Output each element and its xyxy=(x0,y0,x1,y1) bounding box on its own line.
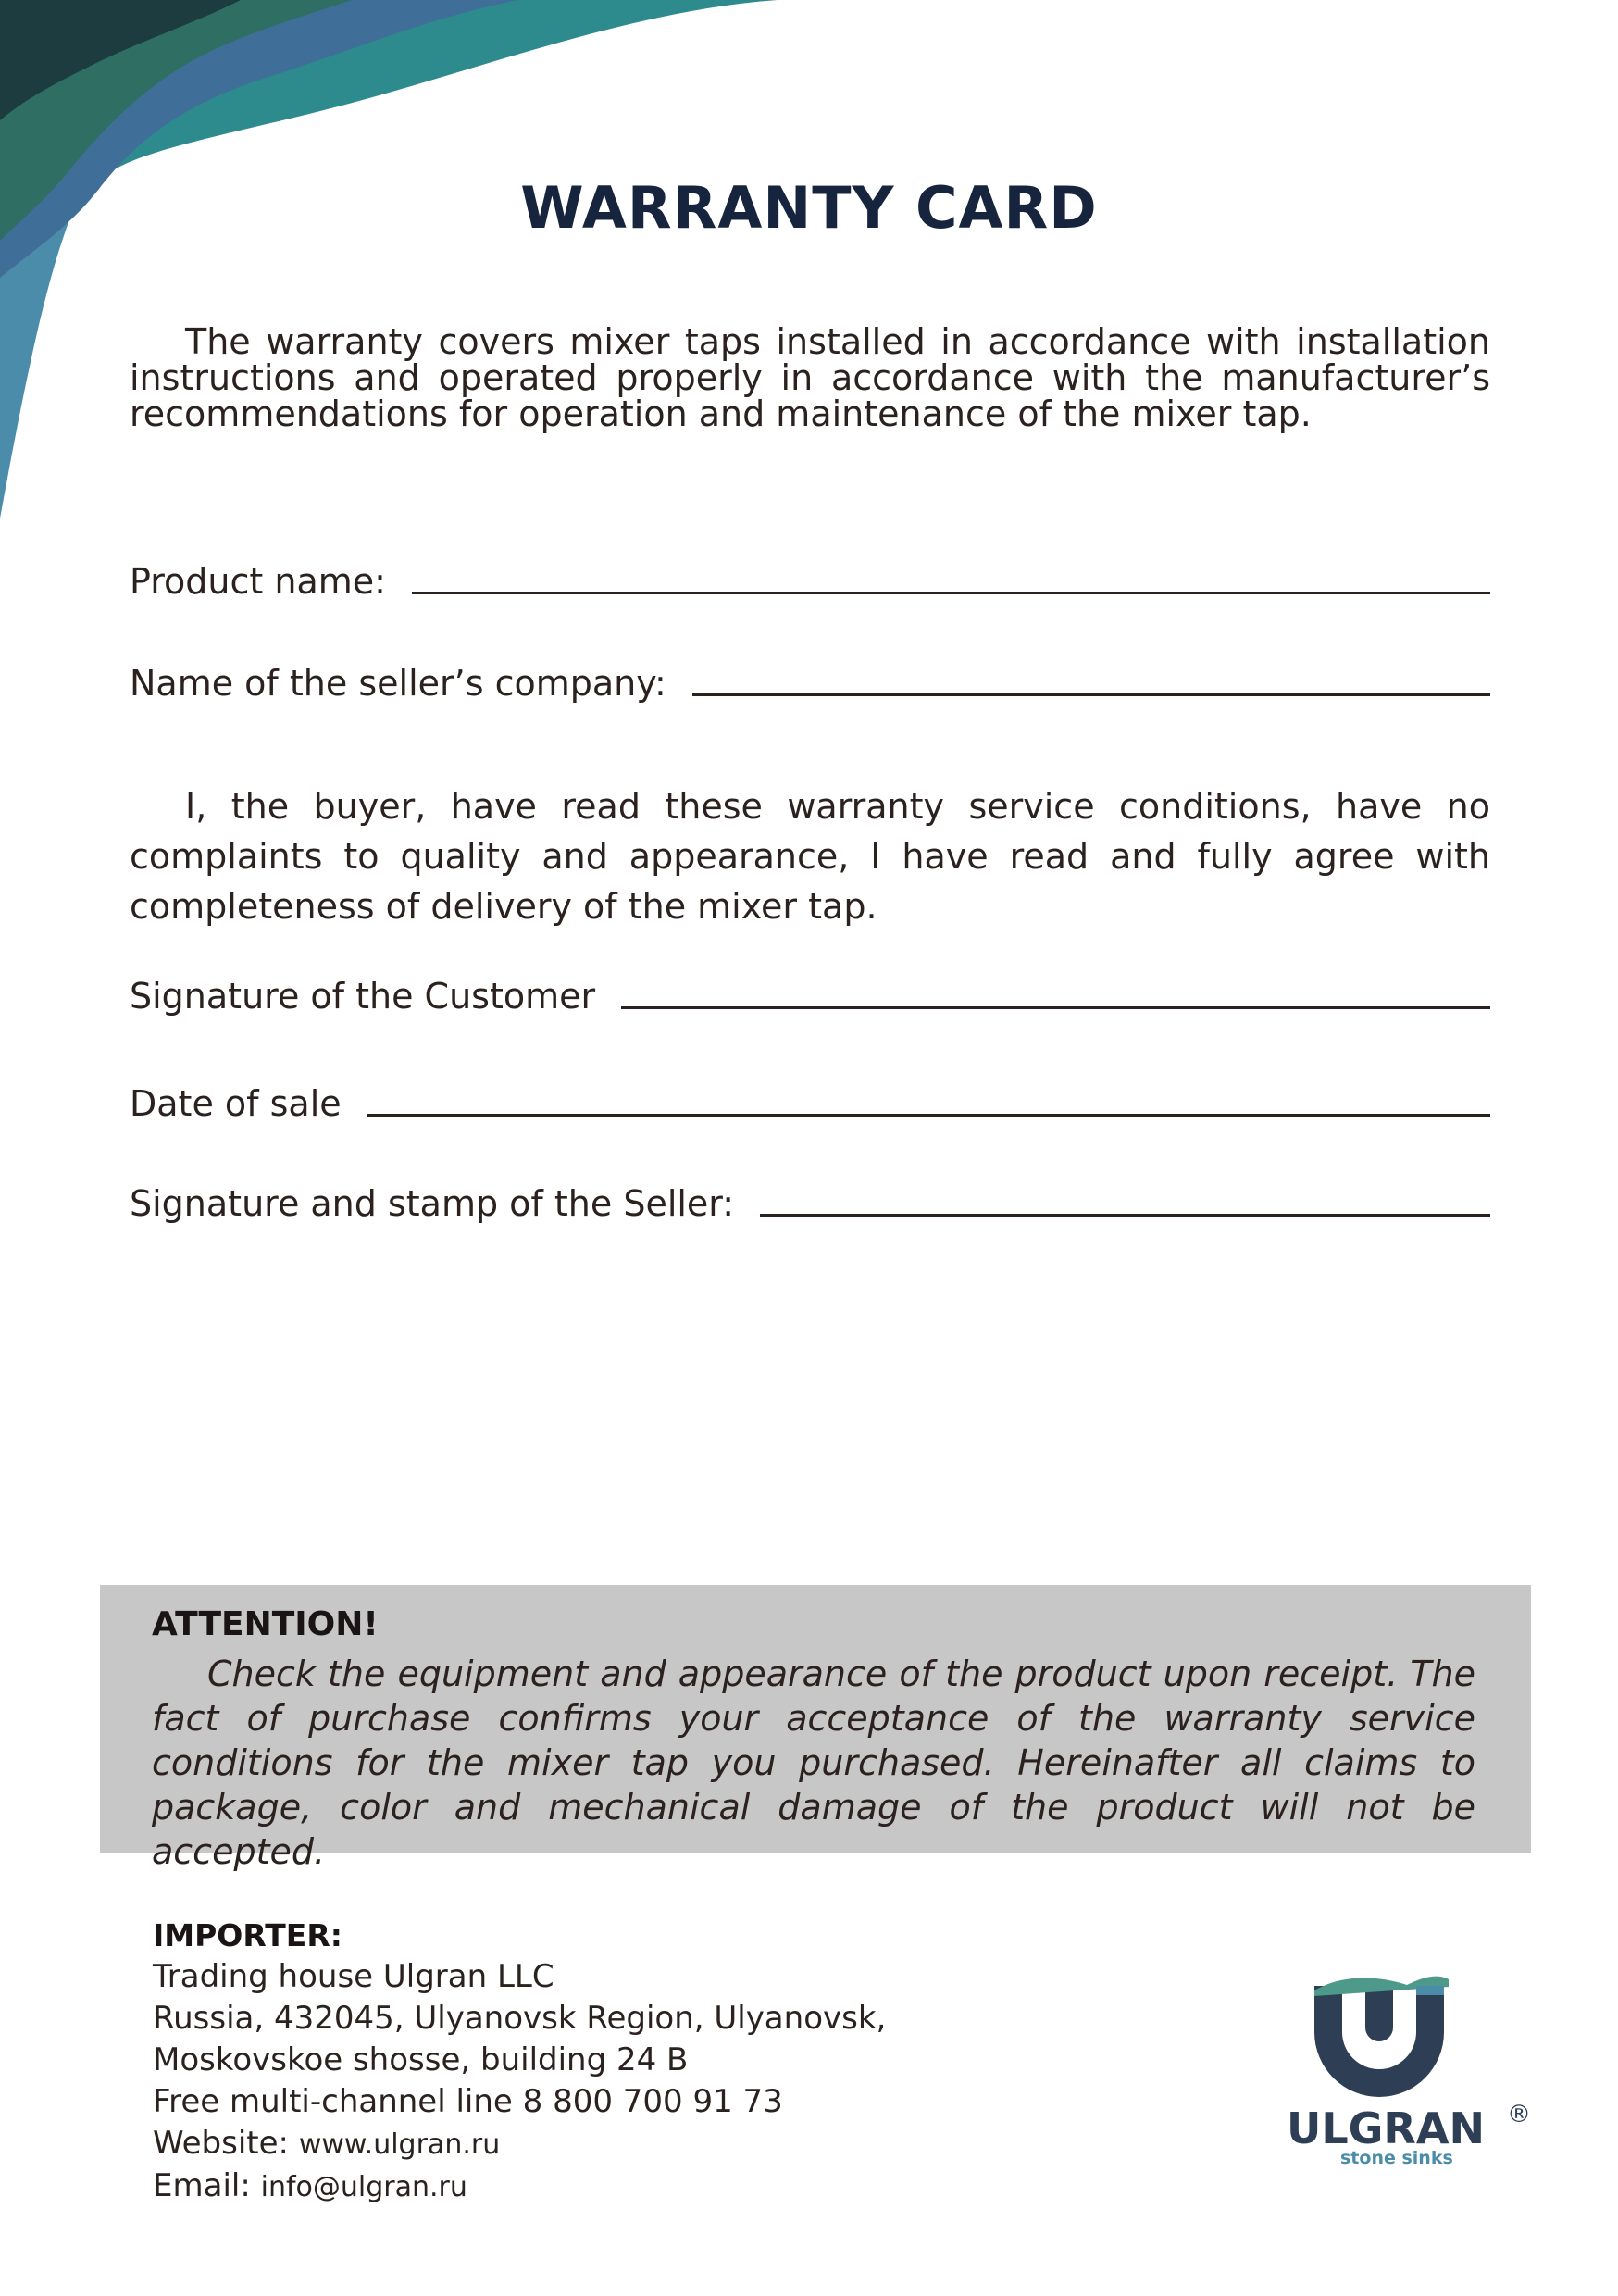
logo-bar xyxy=(1416,1986,1444,1995)
email-label: Email: xyxy=(153,2167,251,2204)
product-name-label: Product name: xyxy=(130,561,386,602)
website-link[interactable]: www.ulgran.ru xyxy=(298,2128,501,2161)
product-name-field xyxy=(130,561,1490,602)
attention-title: ATTENTION! xyxy=(152,1605,379,1643)
seller-signature-field xyxy=(130,1183,1490,1224)
logo-u-inner xyxy=(1365,1986,1393,2041)
seller-signature-line xyxy=(760,1214,1490,1217)
seller-company-label: Name of the seller’s company: xyxy=(130,663,666,704)
importer-title: IMPORTER: xyxy=(153,1917,342,1953)
email-link[interactable]: info@ulgran.ru xyxy=(260,2171,467,2203)
importer-email-row xyxy=(153,2165,886,2208)
website-label: Website: xyxy=(153,2125,289,2162)
date-of-sale-field xyxy=(130,1083,1490,1124)
product-name-line xyxy=(412,592,1490,594)
attention-text: Check the equipment and appearance of the product upon receipt. The fact of purchase confirms your acceptance of the warranty service conditions for the mixer tap you purchased. Hereinafter all claims to package, color and mechanical damage of the product will not be accepted. xyxy=(152,1653,1475,1872)
date-of-sale-label: Date of sale xyxy=(130,1083,342,1124)
importer-website-row xyxy=(153,2123,886,2165)
ulgran-logo xyxy=(1277,1963,1537,2176)
attention-box xyxy=(100,1585,1531,1872)
buyer-agreement-text: I, the buyer, have read these warranty service conditions, have no complaints to quality and appearance, I have read and fully agree with completeness of delivery of the mixer tap. xyxy=(130,786,1490,927)
seller-company-field xyxy=(130,663,1490,704)
logo-tagline: stone sinks xyxy=(1340,2148,1453,2168)
importer-address-line1: Russia, 432045, Ulyanovsk Region, Ulyanovsk, xyxy=(153,2000,887,2037)
date-of-sale-line xyxy=(367,1114,1490,1117)
customer-signature-field xyxy=(130,976,1490,1017)
importer-block xyxy=(153,1915,886,2208)
logo-brand: ULGRAN xyxy=(1287,2103,1485,2153)
decorative-wave-corner xyxy=(0,0,833,555)
importer-phone: Free multi-channel line 8 800 700 91 73 xyxy=(153,2083,783,2120)
seller-company-line xyxy=(692,693,1490,696)
warranty-intro-text: The warranty covers mixer taps installed in accordance with installation instructions and operated properly in accordance with the manufacturer’s recommendations for operation and maintenance of the mixer tap. xyxy=(130,321,1490,434)
logo-registered: ® xyxy=(1507,2101,1531,2128)
importer-address-line2: Moskovskoe shosse, building 24 B xyxy=(153,2041,689,2078)
seller-signature-label: Signature and stamp of the Seller: xyxy=(130,1183,735,1224)
customer-signature-line xyxy=(621,1006,1490,1009)
page-title: WARRANTY CARD xyxy=(520,174,1098,242)
customer-signature-label: Signature of the Customer xyxy=(130,976,596,1017)
importer-company: Trading house Ulgran LLC xyxy=(153,1958,554,1995)
